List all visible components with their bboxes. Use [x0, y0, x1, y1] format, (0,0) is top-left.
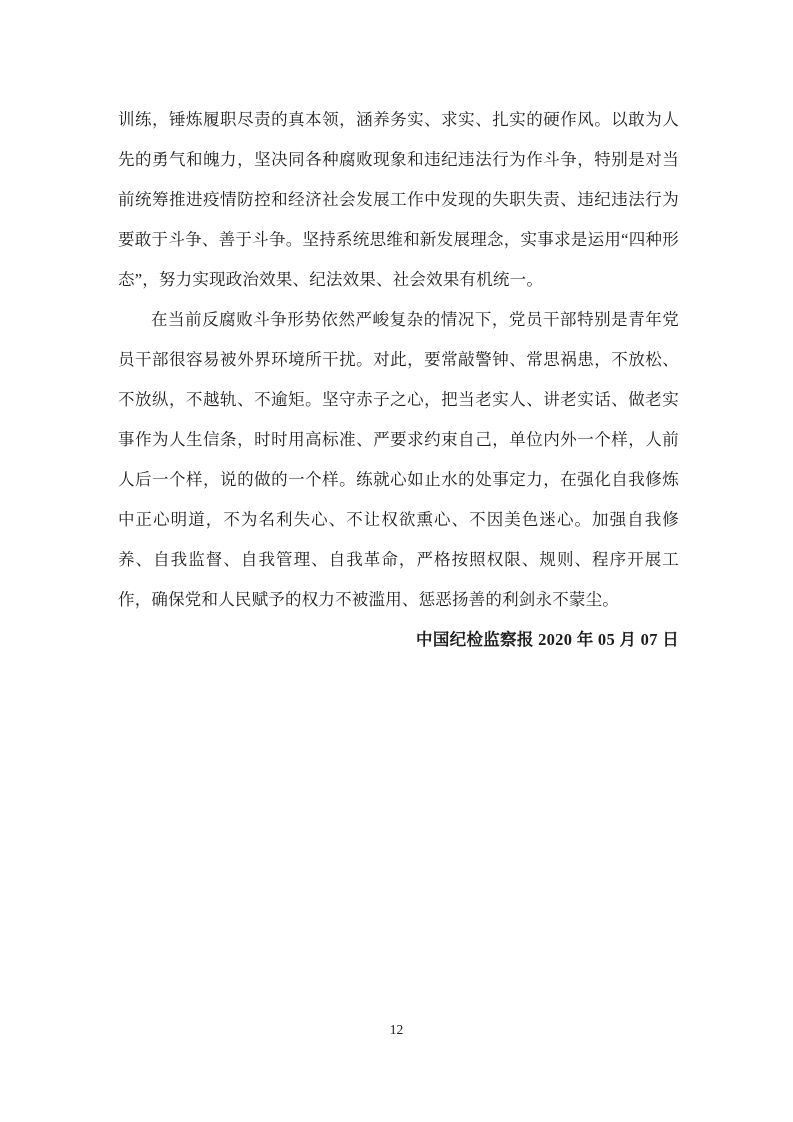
- page-number: 12: [389, 1022, 404, 1037]
- paragraph-2: 在当前反腐败斗争形势依然严峻复杂的情况下，党员干部特别是青年党员干部很容易被外界环境所干扰。对此，要常敲警钟、常思祸患，不放松、不放纵，不越轨、不逾矩。坚守赤子之心，把当老实人、讲老实话、做老实事作为人生信条，时时用高标准、严要求约束自己，单位内外一个样，人前人后一个样，说的做的一个样。练就心如止水的处事定力，在强化自我修炼中正心明道，不为名利失心、不让权欲熏心、不因美色迷心。加强自我修养、自我监督、自我管理、自我革命，严格按照权限、规则、程序开展工作，确保党和人民赋予的权力不被滥用、惩恶扬善的利剑永不蒙尘。: [118, 310, 679, 609]
- document-body: [118, 100, 679, 660]
- paragraph-1: 训练，锤炼履职尽责的真本领，涵养务实、求实、扎实的硬作风。以敢为人先的勇气和魄力，坚决同各种腐败现象和违纪违法行为作斗争，特别是对当前统筹推进疫情防控和经济社会发展工作中发现的失职失责、违纪违法行为要敢于斗争、善于斗争。坚持系统思维和新发展理念，实事求是运用“四种形态”，努力实现政治效果、纪法效果、社会效果有机统一。: [118, 110, 679, 289]
- source-attribution: 中国纪检监察报 2020 年 05 月 07 日: [416, 630, 679, 649]
